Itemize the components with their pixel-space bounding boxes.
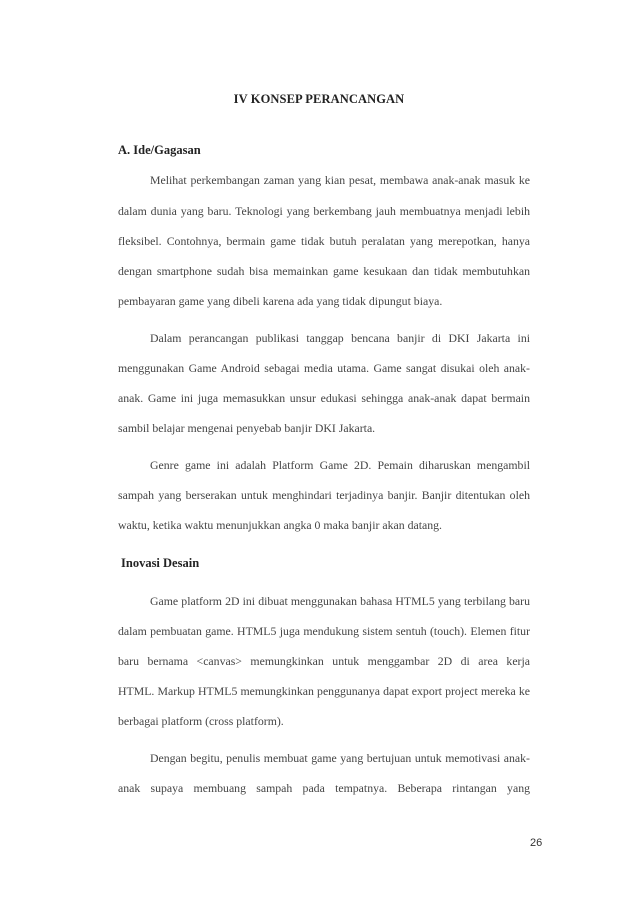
text-line: menggunakan Game Android sebagai media utama. Game sangat disukai oleh anak- <box>118 361 530 375</box>
text-line: berbagai platform (cross platform). <box>118 714 284 728</box>
text-line: dalam pembuatan game. HTML5 juga mendukung sistem sentuh (touch). Elemen fitur <box>118 624 530 638</box>
text-line: Dalam perancangan publikasi tanggap bencana banjir di DKI Jakarta ini <box>150 331 530 345</box>
text-line: dalam dunia yang baru. Teknologi yang berkembang jauh membuatnya menjadi lebih <box>118 204 530 218</box>
text-line: fleksibel. Contohnya, bermain game tidak butuh peralatan yang merepotkan, hanya <box>118 234 530 248</box>
section-heading-ide-gagasan: A. Ide/Gagasan <box>118 143 201 157</box>
text-line: pembayaran game yang dibeli karena ada yang tidak dipungut biaya. <box>118 294 443 308</box>
text-line: waktu, ketika waktu menunjukkan angka 0 maka banjir akan datang. <box>118 518 442 532</box>
text-line: sambil belajar mengenai penyebab banjir DKI Jakarta. <box>118 421 376 435</box>
text-line: Genre game ini adalah Platform Game 2D. Pemain diharuskan mengambil <box>150 458 530 472</box>
text-line: Melihat perkembangan zaman yang kian pesat, membawa anak-anak masuk ke <box>150 173 530 187</box>
text-line: anak. Game ini juga memasukkan unsur edukasi sehingga anak-anak dapat bermain <box>118 391 530 405</box>
text-line: dengan smartphone sudah bisa memainkan game kesukaan dan tidak membutuhkan <box>118 264 530 278</box>
text-line: baru bernama <canvas> memungkinkan untuk menggambar 2D di area kerja <box>118 654 530 668</box>
page-number: 26 <box>530 837 543 849</box>
text-line: HTML. Markup HTML5 memungkinkan penggunanya dapat export project mereka ke <box>118 684 530 698</box>
text-line: Dengan begitu, penulis membuat game yang bertujuan untuk memotivasi anak- <box>150 751 530 765</box>
chapter-title: IV KONSEP PERANCANGAN <box>233 92 405 106</box>
section-heading-inovasi-desain: Inovasi Desain <box>121 556 200 570</box>
text-line: anak supaya membuang sampah pada tempatnya. Beberapa rintangan yang <box>118 781 530 795</box>
text-line: Game platform 2D ini dibuat menggunakan bahasa HTML5 yang terbilang baru <box>150 594 530 608</box>
text-line: sampah yang berserakan untuk menghindari terjadinya banjir. Banjir ditentukan oleh <box>118 488 530 502</box>
